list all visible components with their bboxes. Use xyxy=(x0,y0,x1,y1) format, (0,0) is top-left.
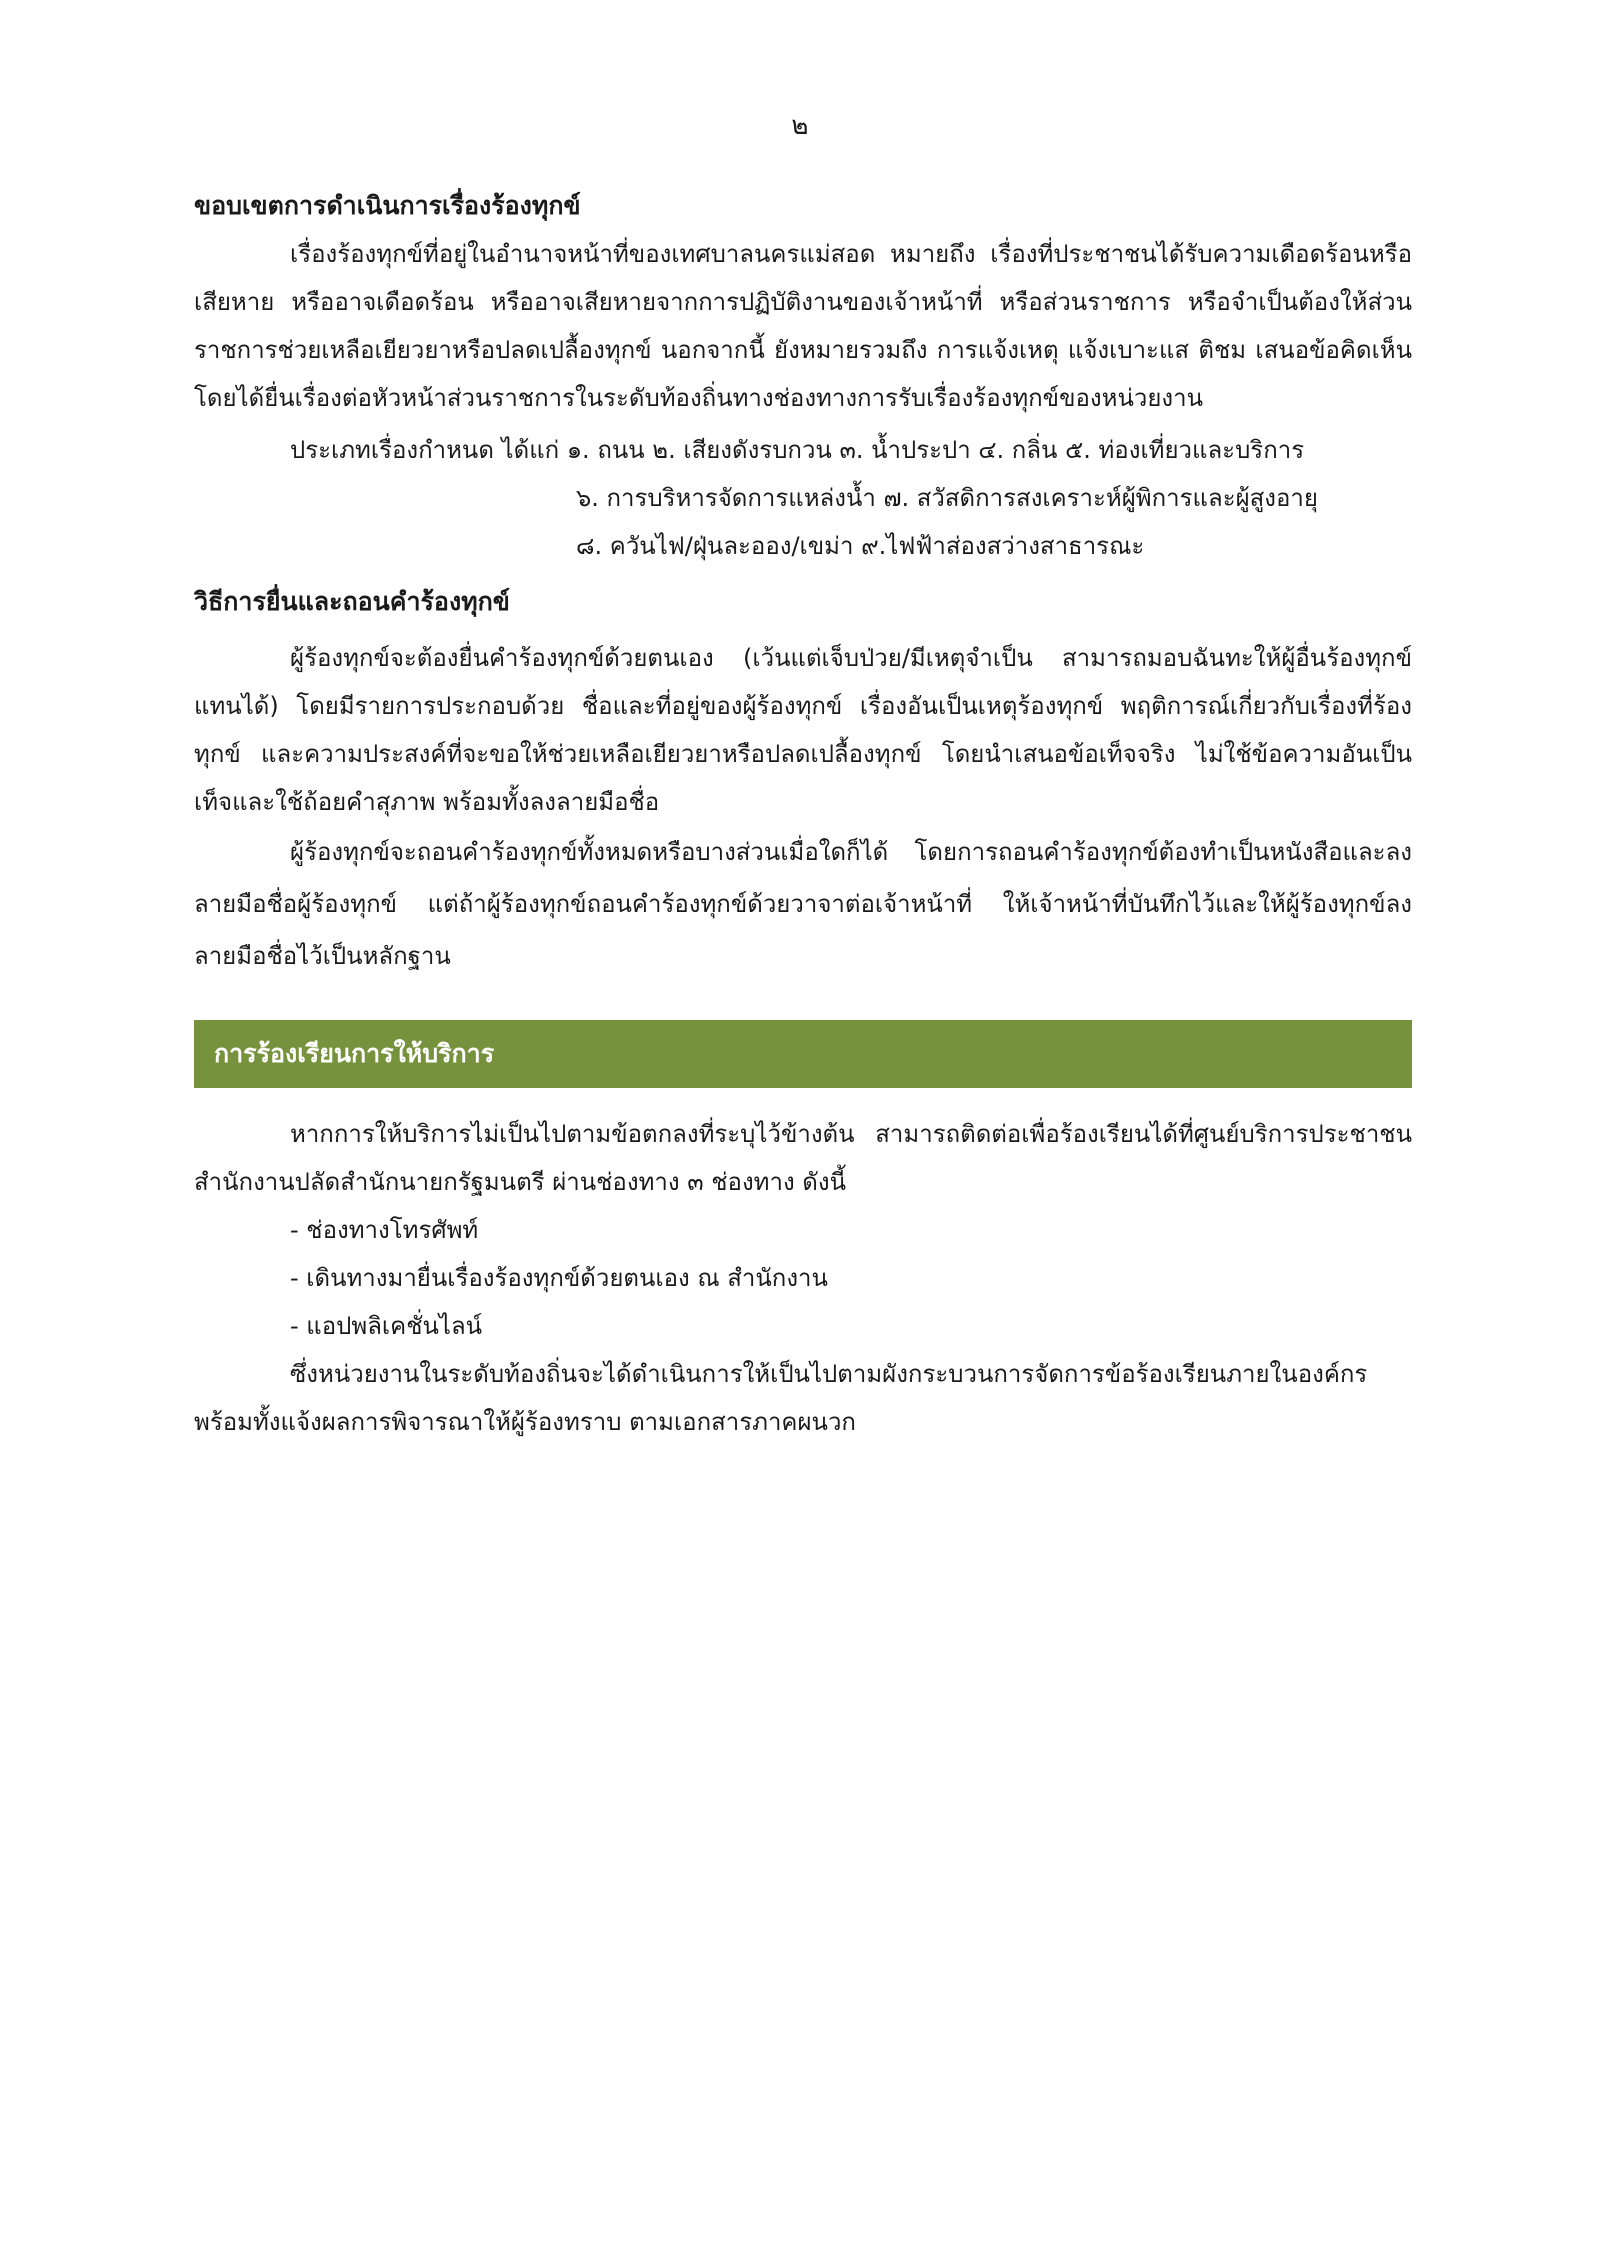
channel-item-phone: - ช่องทางโทรศัพท์ xyxy=(290,1216,479,1244)
scope-paragraph: เรื่องร้องทุกข์ที่อยู่ในอำนาจหน้าที่ของเทศบาลนครแม่สอด หมายถึง เรื่องที่ประชาชนได้รับความเดือดร้อนหรือเสียหาย หรืออาจเดือดร้อน หรืออาจเสียหายจากการปฏิบัติงานของเจ้าหน้าที่ หรือส่วนราชการ หรือจำเป็นต้องให้ส่วนราชการช่วยเหลือเยียวยาหรือปลดเปลื้องทุกข์ นอกจากนี้ ยังหมายรวมถึง การแจ้งเหตุ แจ้งเบาะแส ติชม เสนอข้อคิดเห็น โดยได้ยื่นเรื่องต่อหัวหน้าส่วนราชการในระดับท้องถิ่นทางช่องทางการรับเรื่องร้องทุกข์ของหน่วยงาน xyxy=(194,240,1412,412)
filing-paragraph: ผู้ร้องทุกข์จะต้องยื่นคำร้องทุกข์ด้วยตนเอง (เว้นแต่เจ็บป่วย/มีเหตุจำเป็น สามารถมอบฉันทะให้ผู้อื่นร้องทุกข์แทนได้) โดยมีรายการประกอบด้วย ชื่อและที่อยู่ของผู้ร้องทุกข์ เรื่องอันเป็นเหตุร้องทุกข์ พฤติการณ์เกี่ยวกับเรื่องที่ร้องทุกข์ และความประสงค์ที่จะขอให้ช่วยเหลือเยียวยาหรือปลดเปลื้องทุกข์ โดยนำเสนอข้อเท็จจริง ไม่ใช้ข้อความอันเป็นเท็จและใช้ถ้อยคำสุภาพ พร้อมทั้งลงลายมือชื่อ xyxy=(194,644,1412,816)
complaint-types-line-1: ประเภทเรื่องกำหนด ได้แก่ ๑. ถนน ๒. เสียงดังรบกวน ๓. น้ำประปา ๔. กลิ่น ๕. ท่องเที่ยวและบริการ xyxy=(290,436,1305,464)
section-heading-scope: ขอบเขตการดำเนินการเรื่องร้องทุกข์ xyxy=(194,191,581,220)
channel-item-in-person: - เดินทางมายื่นเรื่องร้องทุกข์ด้วยตนเอง ณ สำนักงาน xyxy=(290,1264,828,1292)
withdrawal-paragraph: ผู้ร้องทุกข์จะถอนคำร้องทุกข์ทั้งหมดหรือบางส่วนเมื่อใดก็ได้ โดยการถอนคำร้องทุกข์ต้องทำเป็นหนังสือและลงลายมือชื่อผู้ร้องทุกข์ แต่ถ้าผู้ร้องทุกข์ถอนคำร้องทุกข์ด้วยวาจาต่อเจ้าหน้าที่ ให้เจ้าหน้าที่บันทึกไว้และให้ผู้ร้องทุกข์ลงลายมือชื่อไว้เป็นหลักฐาน xyxy=(194,838,1412,970)
section-heading-filing: วิธีการยื่นและถอนคำร้องทุกข์ xyxy=(194,587,510,616)
channel-item-line-app: - แอปพลิเคชั่นไลน์ xyxy=(290,1312,483,1340)
complaint-types-line-2: ๖. การบริหารจัดการแหล่งน้ำ ๗. สวัสดิการสงเคราะห์ผู้พิการและผู้สูงอายุ xyxy=(576,484,1318,512)
complaint-types-line-3: ๘. ควันไฟ/ฝุ่นละออง/เขม่า ๙.ไฟฟ้าส่องสว่างสาธารณะ xyxy=(576,532,1145,560)
document-content xyxy=(194,182,1412,1446)
service-complaint-paragraph: หากการให้บริการไม่เป็นไปตามข้อตกลงที่ระบุไว้ข้างต้น สามารถติดต่อเพื่อร้องเรียนได้ที่ศูนย์บริการประชาชน สำนักงานปลัดสำนักนายกรัฐมนตรี ผ่านช่องทาง ๓ ช่องทาง ดังนี้ xyxy=(194,1120,1412,1196)
channel-list xyxy=(194,1206,1412,1350)
service-complaint-banner: การร้องเรียนการให้บริการ xyxy=(194,1020,1412,1088)
closing-paragraph: ซึ่งหน่วยงานในระดับท้องถิ่นจะได้ดำเนินการให้เป็นไปตามผังกระบวนการจัดการข้อร้องเรียนภายในองค์กร พร้อมทั้งแจ้งผลการพิจารณาให้ผู้ร้องทราบ ตามเอกสารภาคผนวก xyxy=(194,1360,1368,1436)
page-number: ๒ xyxy=(791,111,809,141)
complaint-types-list xyxy=(194,426,1412,570)
